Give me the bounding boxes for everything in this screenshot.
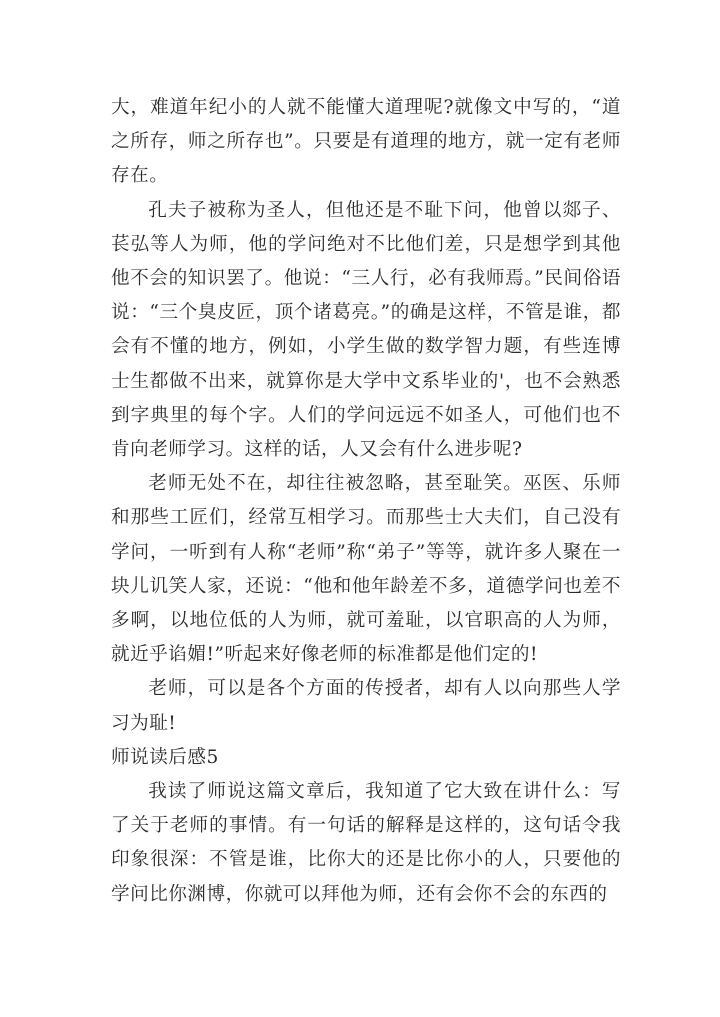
document-body — [111, 91, 621, 912]
section-heading: 师说读后感5 — [111, 746, 219, 768]
paragraph-teachers-everywhere: 老师无处不在，却往往被忽略，甚至耻笑。巫医、乐师和那些工匠们，经常互相学习。而那些士大夫们，自己没有学问，一听到有人称“老师”称“弟子”等等，就许多人聚在一块儿讥笑人家，还说：“他和他年龄差不多，道德学问也差不多啊，以地位低的人为师，就可羞耻，以官职高的人为师，就近乎谄媚!”听起来好像老师的标准都是他们定的! — [111, 473, 621, 666]
paragraph-conclusion: 老师，可以是各个方面的传授者，却有人以向那些人学习为耻! — [111, 678, 621, 734]
paragraph-confucius: 孔夫子被称为圣人，但他还是不耻下问，他曾以郯子、苌弘等人为师，他的学问绝对不比他们差，只是想学到其他他不会的知识罢了。他说：“三人行，必有我师焉。”民间俗语说：“三个臭皮匠，顶个诸葛亮。”的确是这样，不管是谁，都会有不懂的地方，例如，小学生做的数学智力题，有些连博士生都做不出来，就算你是大学中文系毕业的'，也不会熟悉到字典里的每个字。人们的学问远远不如圣人，可他们也不肯向老师学习。这样的话，人又会有什么进步呢? — [111, 199, 621, 461]
paragraph-continuation: 大，难道年纪小的人就不能懂大道理呢?就像文中写的，“道之所存，师之所存也”。只要是有道理的地方，就一定有老师存在。 — [111, 97, 621, 187]
paragraph-reflection: 我读了师说这篇文章后，我知道了它大致在讲什么：写了关于老师的事情。有一句话的解释是这样的，这句话令我印象很深：不管是谁，比你大的还是比你小的人，只要他的学问比你渊博，你就可以拜他为师，还有会你不会的东西的 — [111, 781, 621, 905]
